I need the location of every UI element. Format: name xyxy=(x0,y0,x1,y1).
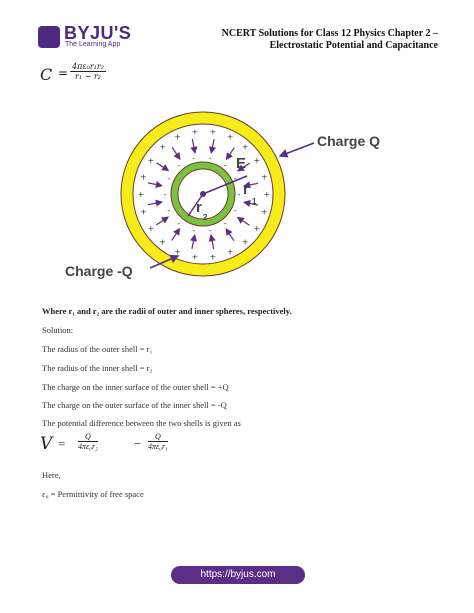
minus-charge: - xyxy=(177,218,181,228)
label-r1: r xyxy=(243,181,249,198)
brand-name: BYJU'S xyxy=(64,23,132,43)
potential-difference-text: The potential difference between the two shells is given as xyxy=(42,418,241,428)
here-label: Here, xyxy=(42,470,61,480)
potential-minus: − xyxy=(134,436,142,451)
minus-charge: - xyxy=(167,173,171,183)
plus-charge: + xyxy=(253,155,261,165)
header-line-1: NCERT Solutions for Class 12 Physics Chapter 2 – xyxy=(221,28,438,39)
fraction-2-denominator: 4πε₀r₁ xyxy=(148,442,168,451)
formula-equals: = xyxy=(58,66,69,80)
plus-charge: + xyxy=(191,127,199,137)
fraction-2-numerator: Q xyxy=(148,432,168,442)
charge-outer-surface-text: The charge on the outer surface of the inner shell = -Q xyxy=(42,400,227,410)
plus-charge: + xyxy=(260,172,268,182)
label-r1-sub: 1 xyxy=(252,197,257,206)
charge-q-pointer xyxy=(280,143,314,156)
plus-charge: + xyxy=(147,224,155,234)
plus-charge: + xyxy=(137,190,145,199)
plus-charge: + xyxy=(140,172,147,182)
minus-charge: - xyxy=(192,153,196,163)
formula-denominator: r₁ − r₂ xyxy=(75,72,101,81)
plus-charge: + xyxy=(263,190,271,199)
spherical-capacitor-diagram xyxy=(60,98,420,288)
plus-charge: + xyxy=(241,237,249,247)
byjus-logo xyxy=(38,23,132,50)
plus-charge: + xyxy=(209,252,217,262)
potential-lhs: V xyxy=(40,434,53,454)
label-e: E xyxy=(236,155,247,172)
minus-charge: - xyxy=(167,206,171,216)
plus-charge: + xyxy=(174,247,182,257)
brand-tagline: The Learning App xyxy=(65,41,121,48)
plus-charge: + xyxy=(209,127,217,137)
minus-charge: - xyxy=(237,190,241,199)
inner-radius-text: The radius of the inner shell = r₂ xyxy=(42,363,153,373)
minus-charge: - xyxy=(192,226,196,236)
website-link[interactable]: https://byjus.com xyxy=(171,566,305,584)
plus-charge: + xyxy=(191,252,199,262)
formula-fraction xyxy=(70,62,106,81)
minus-charge: - xyxy=(208,153,212,163)
minus-charge: - xyxy=(208,226,212,236)
label-charge-neg-q: Charge -Q xyxy=(65,263,133,279)
formula-numerator: 4πε₀r₁r₂ xyxy=(72,62,104,71)
fraction-1-numerator: Q xyxy=(78,432,98,442)
where-statement: Where r₁ and r₂ are the radii of outer and inner spheres, respectively. xyxy=(42,306,292,316)
label-r2-sub: 2 xyxy=(203,213,208,222)
plus-charge: + xyxy=(159,142,166,152)
plus-charge: + xyxy=(159,237,166,247)
label-charge-q: Charge Q xyxy=(317,133,381,149)
minus-charge: - xyxy=(223,161,227,171)
plus-charge: + xyxy=(253,224,261,234)
potential-fraction-1 xyxy=(78,432,98,451)
label-r2: r xyxy=(196,199,202,216)
header-line-2: Electrostatic Potential and Capacitance xyxy=(269,40,438,51)
minus-charge: - xyxy=(233,173,237,183)
potential-formula xyxy=(40,432,240,462)
solution-label: Solution: xyxy=(42,325,74,335)
potential-equals: = xyxy=(58,436,66,451)
minus-charge: - xyxy=(233,206,237,216)
plus-charge: + xyxy=(241,142,249,152)
minus-charge: - xyxy=(163,190,167,199)
byjus-logo-mark xyxy=(38,26,60,48)
plus-charge: + xyxy=(140,207,147,217)
page-header xyxy=(188,28,438,52)
formula-lhs: C xyxy=(40,65,53,84)
plus-charge: + xyxy=(226,247,234,257)
plus-charge: + xyxy=(226,132,234,142)
fraction-1-denominator: 4πε₀r₂ xyxy=(78,442,98,451)
minus-charge: - xyxy=(223,218,227,228)
potential-fraction-2 xyxy=(148,432,168,451)
epsilon-definition: ε₀ = Permittivity of free space xyxy=(42,489,144,499)
plus-charge: + xyxy=(174,132,182,142)
minus-charge: - xyxy=(177,161,181,171)
charge-inner-surface-text: The charge on the inner surface of the outer shell = +Q xyxy=(42,382,229,392)
plus-charge: + xyxy=(147,155,155,165)
plus-charge: + xyxy=(260,207,268,217)
outer-radius-text: The radius of the outer shell = r₁ xyxy=(42,344,153,354)
